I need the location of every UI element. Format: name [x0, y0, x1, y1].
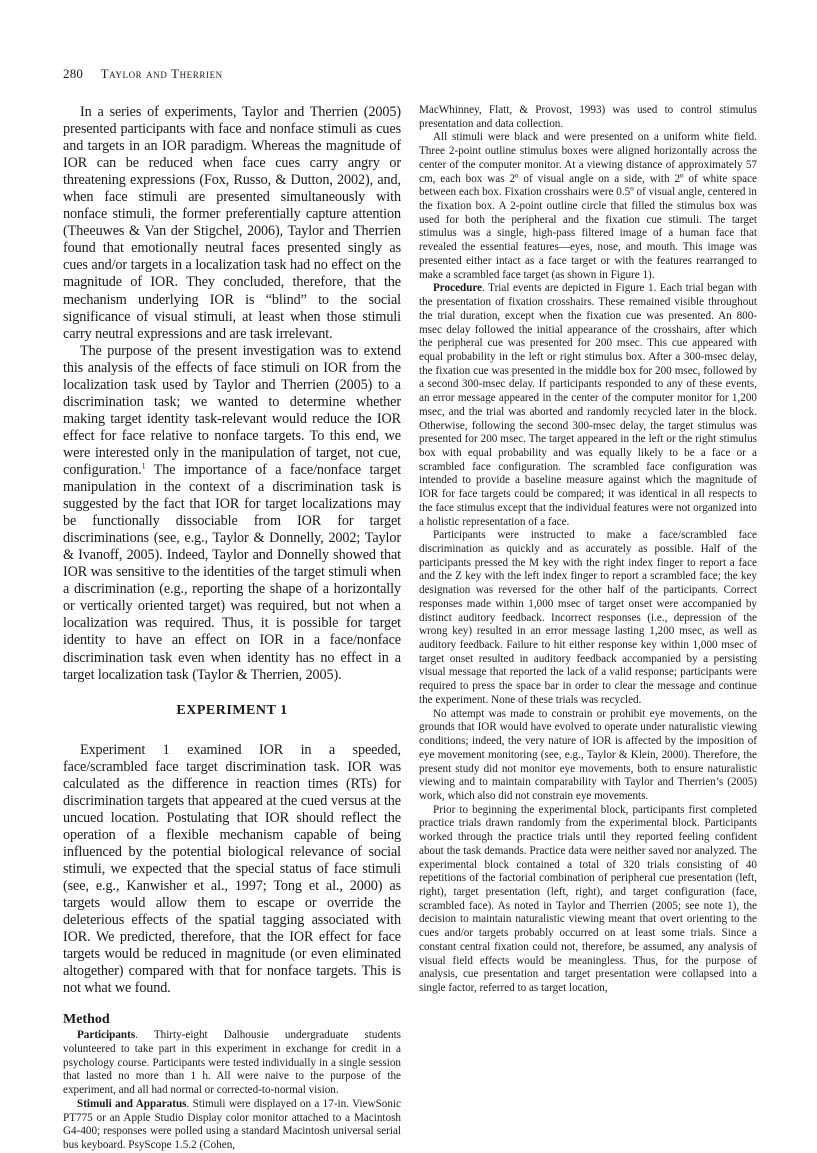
experiment-paragraph: Experiment 1 examined IOR in a speeded, face/scrambled face target discrimination task. IOR was calculated as the difference in reaction times (RTs) for discrimination targets that appeared at the cued versus at the uncued location. Postulating that IOR should reflect the operation of a flexible mechanism capable of being influenced by the potential biological relevance of social stimuli, we expected that the special status of face stimuli (see, e.g., Kanwisher et al., 1997; Tong et al., 2000) as targets would allow them to escape or override the deleterious effects of the spatial tagging associated with IOR. We predicted, therefore, that the IOR effect for face targets would be reduced in magnitude (or even eliminated altogether) compared with that for nonface targets. This is not what we found.	[63, 741, 401, 997]
running-head: Taylor and Therrien	[100, 66, 223, 81]
page-number: 280	[63, 66, 84, 81]
intro-paragraph-1: In a series of experiments, Taylor and Therrien (2005) presented participants with face and nonface stimuli as cues and targets in an IOR paradigm. Whereas the magnitude of IOR can be reduced when face cues carry angry or threatening expressions (Fox, Russo, & Dutton, 2002), and, when face stimuli are presented simultaneously with nonface stimuli, the former preferentially capture attention (Theeuwes & Van der Stigchel, 2006), Taylor and Therrien found that emotionally neutral faces presented singly as cues and/or targets in a localization task had no effect on the magnitude of IOR. They concluded, therefore, that the mechanism underlying IOR is “blind” to the social significance of visual stimuli, at least when those stimuli carry neutral expressions and are task irrelevant.	[63, 104, 401, 342]
stimuli-label: Stimuli and Apparatus	[77, 1097, 187, 1110]
running-header	[63, 66, 763, 86]
participants-label: Participants	[77, 1029, 136, 1042]
procedure-paragraph	[419, 282, 757, 529]
stimuli-description-paragraph: All stimuli were black and were presented on a uniform white field. Three 2-point outline stimulus boxes were aligned horizontally across the center of the computer monitor. At a viewing distance of approximately 57 cm, each box was 2º of visual angle on a side, with 2º of white space between each box. Fixation crosshairs were 0.5º of visual angle, centered in the fixation box. A 2-point outline circle that filled the stimulus box was used for both the peripheral and the fixation cue stimuli. The target stimulus was a single, high-pass filtered image of a human face that revealed the essential features—eyes, nose, and mouth. This image was presented either intact as a face target or with the features rearranged to make a scrambled face target (as shown in Figure 1).	[419, 131, 757, 281]
procedure-text: . Trial events are depicted in Figure 1. Each trial began with the presentation of fixation crosshairs. These remained visible throughout the trial duration, except when the fixation cue was presented. An 800-msec delay followed the initial appearance of the crosshairs, after which the peripheral cue was presented for 200 msec. This cue appeared with equal probability in the left or right stimulus box. After a 300-msec delay, the fixation cue was presented in the middle box for 200 msec, followed by a second 300-msec delay. If participants responded to any of these events, an error message appeared in the center of the computer monitor for 1,200 msec, and the trial was aborted and randomly recycled later in the block. Otherwise, following the second 300-msec delay, the target stimulus was presented for 200 msec. The target appeared in the left or the right stimulus box with equal probability and was equally likely to be a face or a scrambled face configuration. The scrambled face configuration was intended to provide a baseline measure against which the magnitude of IOR for face targets could be compared; it was identical in all respects to the face stimulus except that the individual features were not organized into a holistic representation of a face.	[419, 282, 757, 528]
participants-text: . Thirty-eight Dalhousie undergraduate students volunteered to take part in this experiment in exchange for credit in a psychology course. Participants were tested individually in a single session that lasted no more than 1 h. All were naive to the purpose of the experiment, and all had normal or corrected-to-normal vision.	[63, 1029, 401, 1097]
experiment-heading: EXPERIMENT 1	[176, 702, 288, 718]
left-column	[63, 104, 401, 1153]
method-heading: Method	[63, 1012, 110, 1028]
instructions-paragraph: Participants were instructed to make a face/scrambled face discrimination as quickly and as accurately as possible. Half of the participants pressed the M key with the right index finger to report a face and the Z key with the left index finger to report a scrambled face; the key designation was reversed for the other half of the participants. Correct responses made within 1,000 msec of target onset were accompanied by distinct auditory feedback. Incorrect responses (i.e., depression of the wrong key) resulted in an error message lasting 1,200 msec, as well as auditory feedback. Failure to hit either response key within 1,000 msec of target onset resulted in auditory feedback accompanied by a persisting visual message that reported the lack of a valid response; participants were required to press the space bar in order to clear the message and continue the experiment. None of these trials was recycled.	[419, 529, 757, 706]
continued-paragraph: MacWhinney, Flatt, & Provost, 1993) was used to control stimulus presentation and data collection.	[419, 104, 757, 130]
intro-paragraph-2	[63, 343, 401, 684]
procedure-label: Procedure	[433, 282, 483, 295]
intro-paragraph-2-start: The purpose of the present investigation was to extend this analysis of the effects of face stimuli on IOR from the localization task used by Taylor and Therrien (2005) to a discrimination task; we wanted to determine whether making target identity task-relevant would reduce the IOR effect for face relative to nonface targets. To this end, we were interested only in the manipulation of target, not cue, configuration.	[63, 342, 401, 478]
right-column	[419, 104, 757, 996]
stimuli-text: . Stimuli were displayed on a 17-in. ViewSonic PT775 or an Apple Studio Display color monitor attached to a Macintosh G4-400; responses were polled using a standard Macintosh universal serial bus keyboard. PsyScope 1.5.2 (Cohen,	[63, 1097, 401, 1152]
footnote-marker: 1	[141, 461, 146, 471]
participants-paragraph	[63, 1029, 401, 1098]
stimuli-paragraph	[63, 1098, 401, 1153]
eye-movement-paragraph: No attempt was made to constrain or prohibit eye movements, on the grounds that IOR would have evolved to operate under naturalistic viewing conditions; indeed, the very nature of IOR is affected by the imposition of eye movement monitoring (see, e.g., Taylor & Klein, 2000). Therefore, the present study did not monitor eye movements, both to ensure naturalistic viewing and to maintain comparability with Taylor and Therrien’s (2005) work, which also did not constrain eye movements.	[419, 707, 757, 802]
intro-paragraph-2-rest: The importance of a face/nonface target manipulation in the context of a discrimination task is suggested by the fact that IOR for target localizations may be functionally dissociable from IOR for target discriminations (see, e.g., Taylor & Donnelly, 2002; Taylor & Ivanoff, 2005). Indeed, Taylor and Donnelly showed that IOR was sensitive to the identities of the target stimuli when a discrimination (e.g., reporting the shape of a horizontally or vertically oriented target) was required, but not when a localization was required. Thus, it is possible for target identity to have an effect on IOR in a face/nonface discrimination task even when identity has no effect in a target localization task (Taylor & Therrien, 2005).	[63, 461, 401, 683]
practice-paragraph: Prior to beginning the experimental block, participants first completed practice trials drawn randomly from the experimental block. Participants worked through the practice trials until they reported feeling confident about the task demands. Practice data were neither saved nor analyzed. The experimental block contained a total of 320 trials consisting of 40 repetitions of the factorial combination of peripheral cue presentation (left, right), target presentation (left, right), and target configuration (face, scrambled face). As noted in Taylor and Therrien (2005; see note 1), the decision to maintain naturalistic viewing meant that overt orienting to the cues and/or targets probably occurred on at least some trials. Since a constant central fixation could not, therefore, be assumed, any analysis of visual field effects would be meaningless. Thus, for the purpose of analysis, cue presentation and target presentation were collapsed into a single factor, referred to as target location,	[419, 803, 757, 994]
